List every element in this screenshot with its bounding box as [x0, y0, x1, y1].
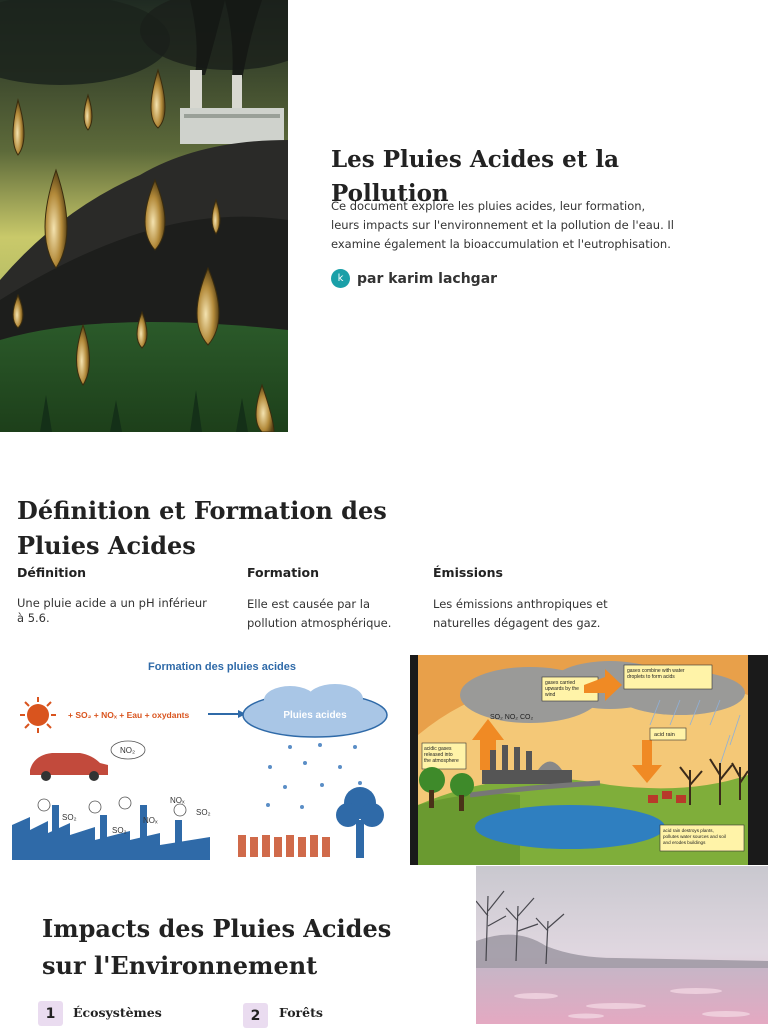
section-title-impacts: Impacts des Pluies Acides sur l'Environnement — [42, 914, 392, 980]
box-text-line: droplets to form acids — [627, 674, 675, 680]
column-heading-formation: Formation — [247, 565, 319, 580]
gases-label: SO₂ NO₂ CO₂ — [490, 714, 534, 721]
box-text-line: the atmosphere — [424, 758, 459, 764]
tree-icon — [336, 787, 384, 858]
column-heading-definition: Définition — [17, 565, 87, 580]
box-acid-rain-destroys: acid rain destroys plants, pollutes water sources and soil and erodes buildings — [663, 828, 726, 845]
cloud-label: Pluies acides — [283, 710, 347, 721]
people-group-icon — [238, 835, 330, 857]
no2-label: NO₂ — [120, 746, 136, 755]
so2-label-2: SO₂ — [112, 826, 127, 835]
box-text-line: upwards by the — [545, 686, 579, 692]
column-heading-emissions: Émissions — [433, 565, 503, 580]
formation-equation: + SO₂ + NOₓ + Eau + oxydants — [68, 710, 190, 720]
impact-number-badge-2: 2 — [243, 1003, 268, 1028]
formation-diagram — [0, 655, 400, 865]
impact-item-forests: Forêts — [279, 1005, 323, 1020]
sun-icon — [20, 697, 56, 733]
column-text-definition: Une pluie acide a un pH inférieur à 5.6. — [17, 596, 207, 625]
author-avatar: k — [331, 269, 350, 288]
document-title: Les Pluies Acides et la Pollution — [331, 146, 620, 207]
so2-label-3: SO₂ — [196, 808, 211, 817]
impact-number-badge-1: 1 — [38, 1001, 63, 1026]
box-gases-combine: gases combine with water droplets to form acids — [627, 668, 685, 680]
column-text-formation: Elle est causée par la pollution atmosphérique. — [247, 597, 392, 630]
author-name: par karim lachgar — [357, 270, 498, 287]
box-text-line: released into — [424, 752, 453, 758]
box-acid-rain: acid rain — [654, 732, 675, 738]
so2-label-1: SO₂ — [62, 813, 77, 822]
box-text-line: and erodes buildings — [663, 840, 706, 845]
acid-rain-cycle-diagram — [410, 655, 768, 865]
column-text-emissions: Les émissions anthropiques et naturelles dégagent des gaz. — [433, 597, 608, 630]
section-title-definition: Définition et Formation des Pluies Acides — [17, 496, 387, 560]
impact-item-ecosystems: Écosystèmes — [73, 1005, 162, 1020]
author-row — [331, 269, 497, 288]
box-acidic-gases: acidic gases released into the atmosphere — [424, 746, 459, 764]
box-text-line: pollutes water sources and soil — [663, 834, 726, 839]
cover-illustration-acid-rain — [0, 0, 288, 432]
nox-label-1: NOₓ — [143, 816, 158, 825]
document-description: Ce document explore les pluies acides, leur formation, leurs impacts sur l'environnement et la pollution de l'eau. Il examine également la bioaccumulation et l'eutrophisation. — [331, 199, 674, 251]
car-icon — [30, 753, 108, 781]
box-text-line: wind — [545, 692, 556, 698]
nox-label-2: NOₓ — [170, 796, 185, 805]
box-gases-carried: gases carried upwards by the wind — [545, 680, 579, 698]
misty-lake-photo — [476, 866, 768, 1024]
formation-diagram-title: Formation des pluies acides — [148, 661, 296, 673]
